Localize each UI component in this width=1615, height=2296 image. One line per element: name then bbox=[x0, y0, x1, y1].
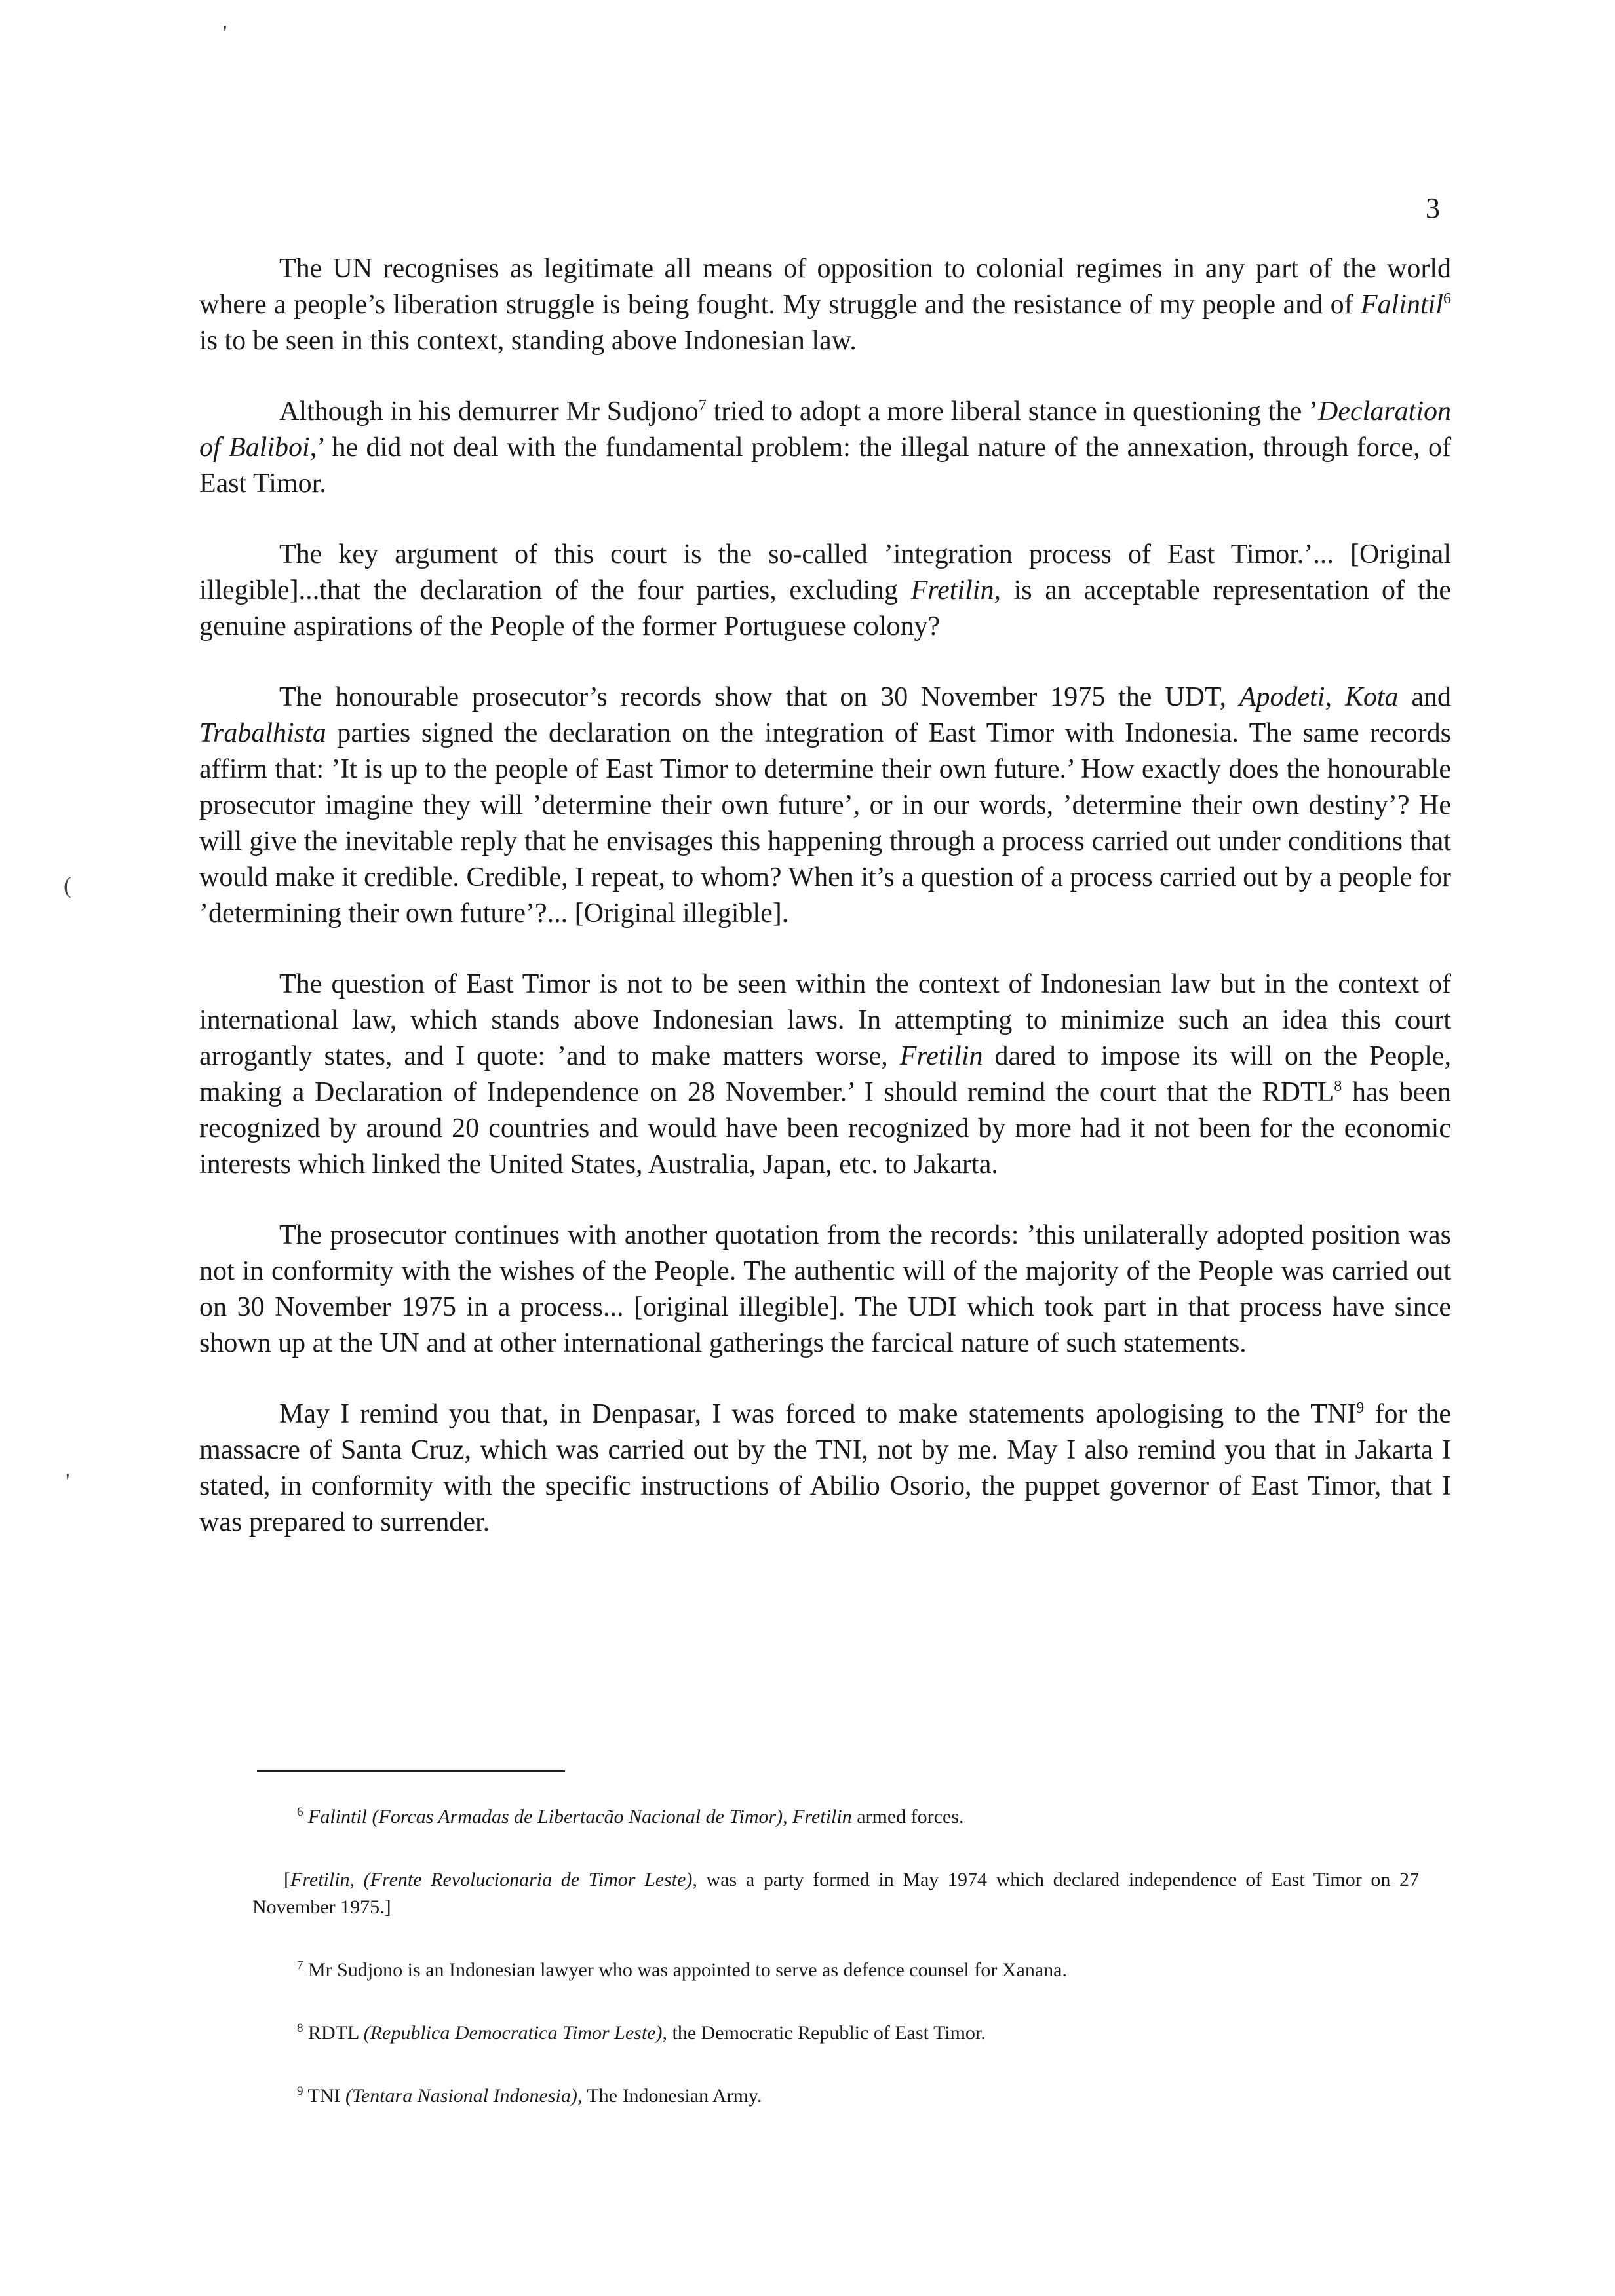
paragraph-2: Although in his demurrer Mr Sudjono$^7$ tried to adopt a more liberal stance in questioning the ’Declaration of Baliboi,’ he did not deal with the fundamental problem: the illegal nature of the annexation, through force, of East Timor. bbox=[199, 396, 1451, 499]
footnote-separator bbox=[257, 1770, 565, 1772]
paragraph-1: The UN recognises as legitimate all means of opposition to colonial regimes in any part of the world where a people’s liberation struggle is being fought. My struggle and the resistance of my people and of Falintil$^6$ is to be seen in this context, standing above Indonesian law. bbox=[199, 254, 1451, 356]
footnote-fretilin: [Fretilin, (Frente Revolucionaria de Timor Leste), was a party formed in May 1974 which declared independence of East Timor on 27 November 1975.] bbox=[252, 1869, 1419, 1918]
paragraph-3: The key argument of this court is the so-called ’integration process of East Timor.’... [Original illegible]...that the declaration of the four parties, excluding Fretilin, is an acceptable representation of the genuine aspirations of the People of the former Portuguese colony? bbox=[199, 539, 1452, 641]
body-text bbox=[199, 251, 1451, 1575]
margin-mark: ( bbox=[64, 872, 71, 898]
footnote-6: $^6$ Falintil (Forcas Armadas de Libertacão Nacional de Timor), Fretilin armed forces. bbox=[297, 1805, 964, 1827]
footnote-8: $^8$ RDTL (Republica Democratica Timor Leste), the Democratic Republic of East Timor. bbox=[297, 2021, 986, 2044]
footnote-9: $^9$ TNI (Tentara Nasional Indonesia), The Indonesian Army. bbox=[297, 2084, 762, 2107]
page-number: 3 bbox=[1426, 192, 1440, 224]
paragraph-5: The question of East Timor is not to be seen within the context of Indonesian law but in the context of international law, which stands above Indonesian laws. In attempting to minimize such an idea this court arrogantly states, and I quote: ’and to make matters worse, Fretilin dared to impose its will on the People, making a Declaration of Independence on 28 November.’ I should remind the court that the RDTL$^8$ has been recognized by around 20 countries and would have been recognized by more had it not been for the economic interests which linked the United States, Australia, Japan, etc. to Jakarta. bbox=[199, 969, 1451, 1179]
paragraph-4: The honourable prosecutor’s records show that on 30 November 1975 the UDT, Apodeti, Kota and Trabalhista parties signed the declaration on the integration of East Timor with Indonesia. The same records affirm that: ’It is up to the people of East Timor to determine their own future.’ How exactly does the honourable prosecutor imagine they will ’determine their own future’, or in our words, ’determine their own destiny’? He will give the inevitable reply that he envisages this happening through a process carried out under conditions that would make it credible. Credible, I repeat, to whom? When it’s a question of a process carried out by a people for ’determining their own future’?... [Original illegible]. bbox=[199, 682, 1451, 928]
margin-mark: ' bbox=[66, 1468, 70, 1495]
paragraph-6: The prosecutor continues with another quotation from the records: ’this unilaterally adopted position was not in conformity with the wishes of the People. The authentic will of the majority of the People was carried out on 30 November 1975 in a process... [original illegible]. The UDI which took part in that process have since shown up at the UN and at other international gatherings the farcical nature of such statements. bbox=[199, 1220, 1451, 1358]
footnote-7: $^7$ Mr Sudjono is an Indonesian lawyer who was appointed to serve as defence counsel for Xanana. bbox=[297, 1959, 1067, 1981]
paragraph-7: May I remind you that, in Denpasar, I was forced to make statements apologising to the TNI$^9$ for the massacre of Santa Cruz, which was carried out by the TNI, not by me. May I also remind you that in Jakarta I stated, in conformity with the specific instructions of Abilio Osorio, the puppet governor of East Timor, that I was prepared to surrender. bbox=[199, 1399, 1451, 1537]
margin-mark: ' bbox=[223, 20, 227, 47]
footnotes bbox=[252, 1803, 1419, 2145]
